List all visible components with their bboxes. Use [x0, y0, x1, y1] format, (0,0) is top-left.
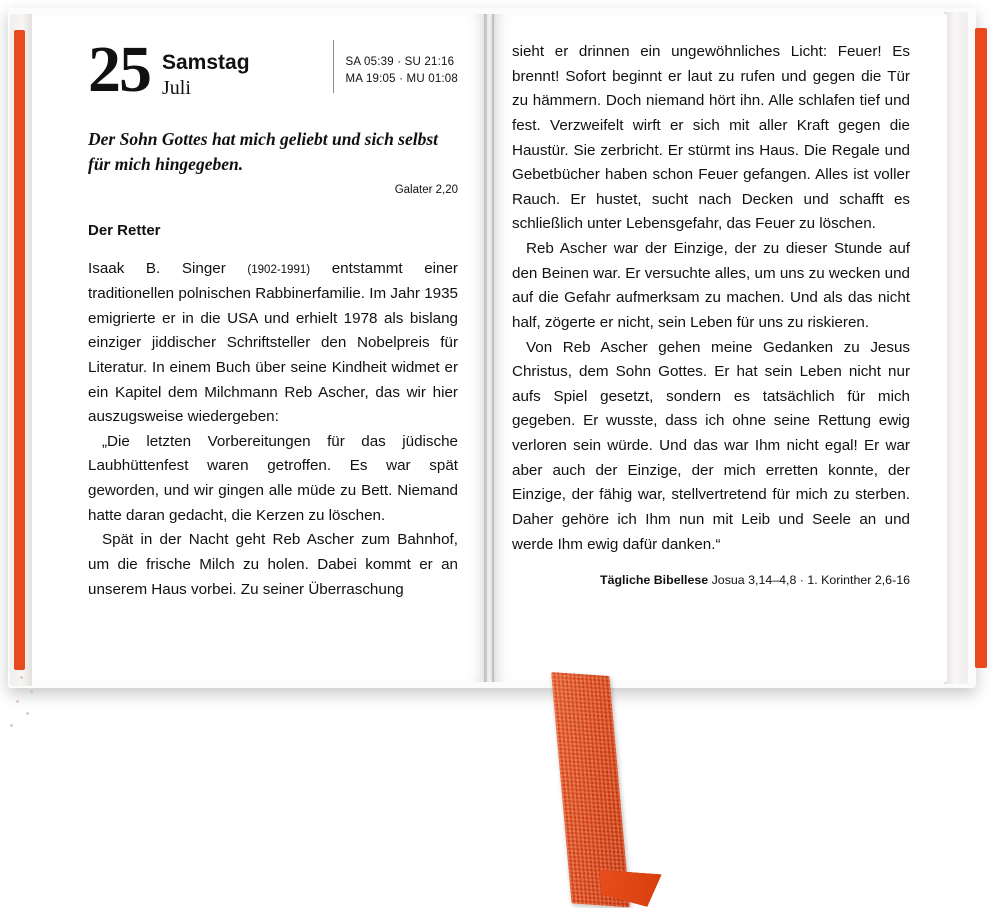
cover-texture-fleck: [26, 712, 29, 715]
day-number: 25: [88, 33, 150, 106]
cover-spine-strip-right: [975, 28, 987, 668]
date-header: [88, 33, 458, 106]
reading-references: Josua 3,14–4,8 · 1. Korinther 2,6-16: [711, 573, 910, 588]
sunrise-sunset-line: SA 05:39 · SU 21:16: [345, 56, 455, 68]
page-block-edge-right: [944, 12, 968, 684]
book-gutter: [484, 14, 494, 682]
article-paragraph: sieht er drinnen ein ungewöhnliches Licht: Feuer! Es brennt! Sofort beginnt er laut zu rufen und gegen die Tür zu hämmern. Doch niemand hört ihn. Alle schlafen tief und fest. Verzweifelt wirft er sich mit aller Kraft gegen die Haustür. Sie zerbricht. Er stürmt ins Haus. Die Regale und Gebetbücher haben schon Feuer gefangen. Alles ist voller Rauch. Er hustet, sucht nach Decken und schafft es schließlich unter Lebensgefahr, das Feuer zu löschen.: [512, 43, 910, 233]
cover-texture-fleck: [30, 690, 33, 693]
author-life-years: (1902-1991): [247, 264, 311, 277]
right-page-content: [512, 40, 910, 587]
article-paragraph: „Die letzten Vorbereitungen für das jüdische Laubhüttenfest waren getroffen. Es war spät geworden, und wir gingen alle müde zu Bett. Niemand hatte daran gedacht, die Kerzen zu löschen.: [88, 432, 458, 524]
cover-texture-fleck: [10, 724, 13, 727]
daily-bible-reading: [512, 573, 910, 587]
day-names: [162, 40, 250, 100]
daily-verse: Der Sohn Gottes hat mich geliebt und sich selbst für mich hingegeben.: [88, 128, 439, 174]
article-title: Der Retter: [88, 222, 161, 240]
article-paragraph: Isaak B. Singer (1902-1991) entstammt einer traditionellen polnischen Rabbinerfamilie. Im Jahr 1935 emigrierte er in die USA und erhielt 1978 als bislang einziger jiddischer Schriftsteller den Nobelpreis für Literatur. In einem Buch über seine Kindheit widmet er ein Kapitel dem Milchmann Reb Ascher, das wir hier auszugsweise wiedergeben:: [88, 260, 458, 426]
sun-moon-times: [333, 40, 458, 93]
cover-spine-strip-left: [14, 30, 25, 670]
moonrise-moonset-line: MA 19:05 · MU 01:08: [345, 73, 458, 86]
article-paragraph: Von Reb Ascher gehen meine Gedanken zu Jesus Christus, dem Sohn Gottes. Er hat sein Leben nicht nur aufs Spiel gesetzt, sondern es tatsächlich für mich gegeben. Er wusste, dass ich ohne seine Rettung ewig verloren sein würde. Und das war Ihm nicht egal! Er war aber auch der Einzige, der mich erretten konnte, der Einzige, der fähig war, stellvertretend für mich zu sterben. Daher gehöre ich Ihm nun mit Leib und Seele an und werde Ihm ewig dafür danken.“: [512, 338, 910, 553]
verse-reference: Galater 2,20: [394, 184, 458, 197]
cover-texture-fleck: [20, 676, 23, 679]
left-page-content: [88, 33, 458, 602]
month-label: Juli: [162, 77, 191, 100]
article-paragraph: Spät in der Nacht geht Reb Ascher zum Bahnhof, um die frische Milch zu holen. Dabei kommt er an unserem Haus vorbei. Zu seiner Überraschung: [88, 531, 458, 598]
weekday-label: Samstag: [162, 51, 250, 74]
article-paragraph: Reb Ascher war der Einzige, der zu dieser Stunde auf den Beinen war. Er versuchte alles, um uns zu wecken und auf die Gefahr aufmerksam zu machen. Und als das nicht half, zögerte er nicht, sein Leben für uns zu riskieren.: [512, 240, 910, 331]
reading-label: Tägliche Bibellese: [600, 573, 709, 588]
cover-texture-fleck: [16, 700, 19, 703]
